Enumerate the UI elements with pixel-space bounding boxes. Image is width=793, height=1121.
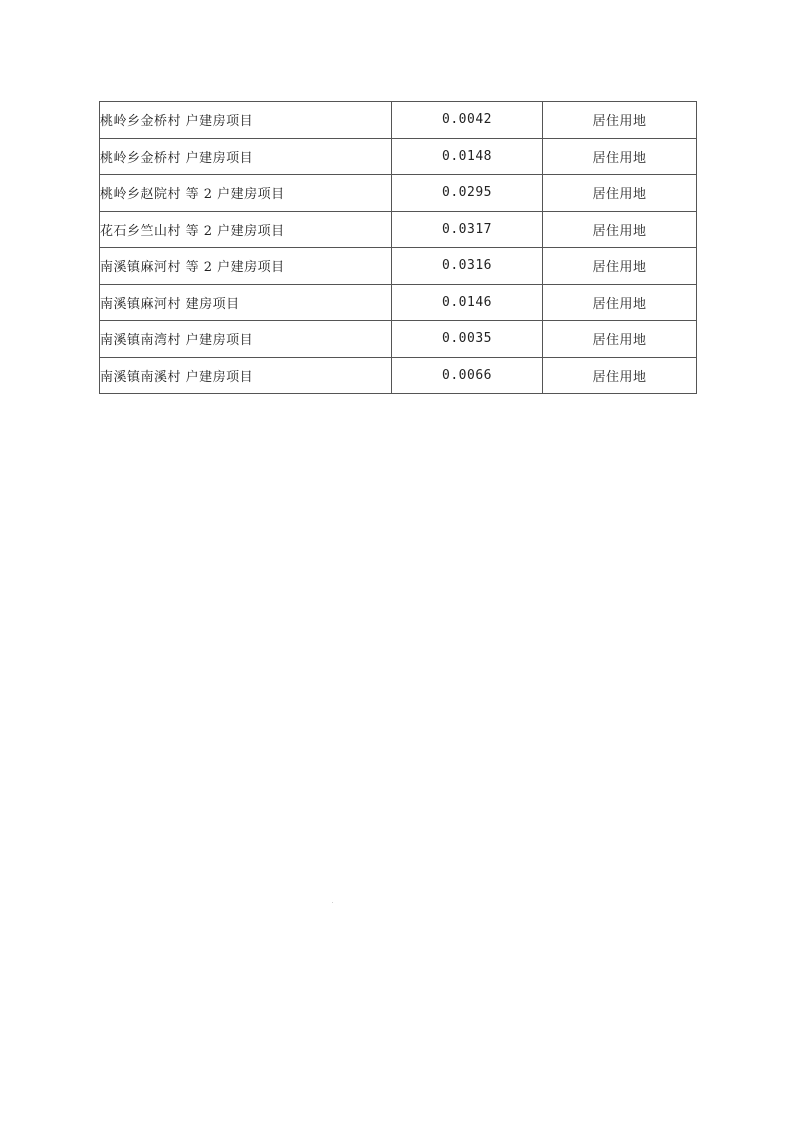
- project-name-cell: 桃岭乡金桥村 户建房项目: [100, 138, 392, 175]
- land-use-cell: 居住用地: [543, 357, 697, 394]
- table-row: [100, 321, 697, 358]
- land-use-cell: 居住用地: [543, 284, 697, 321]
- land-use-cell: 居住用地: [543, 138, 697, 175]
- project-name-cell: 桃岭乡金桥村 户建房项目: [100, 102, 392, 139]
- scan-speck: [332, 902, 333, 903]
- area-cell: 0.0148: [392, 138, 543, 175]
- land-use-table: [99, 101, 697, 394]
- project-name-cell: 桃岭乡赵院村 等 2 户建房项目: [100, 175, 392, 212]
- area-cell: 0.0066: [392, 357, 543, 394]
- land-use-cell: 居住用地: [543, 102, 697, 139]
- table-row: [100, 248, 697, 285]
- area-cell: 0.0042: [392, 102, 543, 139]
- project-name-cell: 花石乡竺山村 等 2 户建房项目: [100, 211, 392, 248]
- area-cell: 0.0317: [392, 211, 543, 248]
- area-cell: 0.0146: [392, 284, 543, 321]
- land-use-cell: 居住用地: [543, 211, 697, 248]
- land-use-cell: 居住用地: [543, 321, 697, 358]
- table-row: [100, 102, 697, 139]
- area-cell: 0.0295: [392, 175, 543, 212]
- project-name-cell: 南溪镇南湾村 户建房项目: [100, 321, 392, 358]
- table-row: [100, 138, 697, 175]
- land-use-cell: 居住用地: [543, 175, 697, 212]
- project-name-cell: 南溪镇麻河村 建房项目: [100, 284, 392, 321]
- table-row: [100, 284, 697, 321]
- table-row: [100, 175, 697, 212]
- land-use-cell: 居住用地: [543, 248, 697, 285]
- area-cell: 0.0035: [392, 321, 543, 358]
- table-row: [100, 211, 697, 248]
- project-name-cell: 南溪镇南溪村 户建房项目: [100, 357, 392, 394]
- project-name-cell: 南溪镇麻河村 等 2 户建房项目: [100, 248, 392, 285]
- area-cell: 0.0316: [392, 248, 543, 285]
- table-row: [100, 357, 697, 394]
